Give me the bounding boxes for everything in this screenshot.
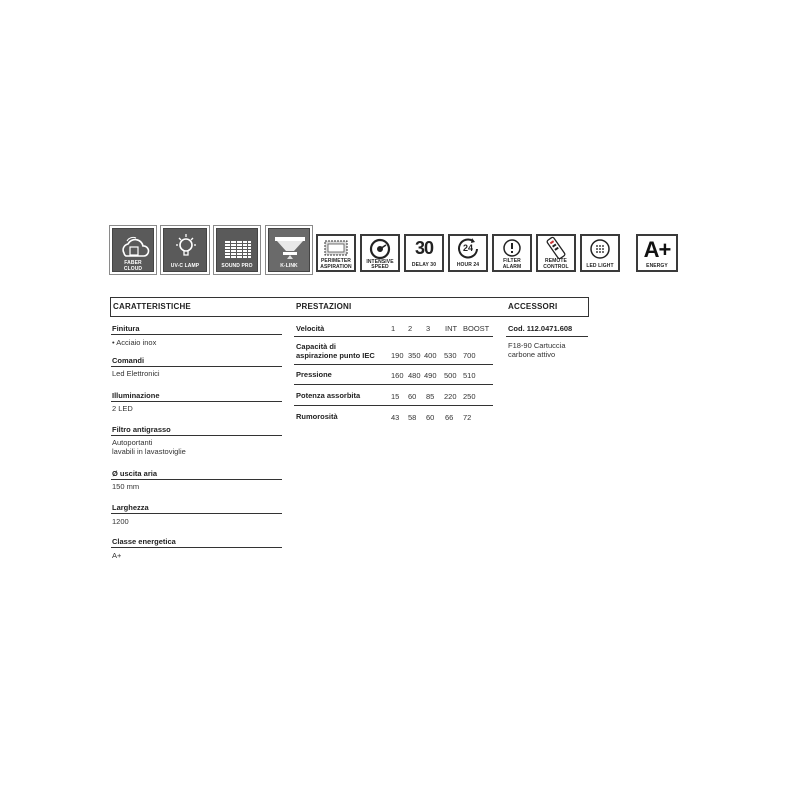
perimeter-aspiration-icon [316,234,356,272]
intensive-speed-label2: SPEED [371,264,389,270]
finitura-value: • Acciaio inox [112,338,157,347]
hour-24-glyph: 24 [462,243,473,253]
energy-glyph: A+ [643,237,671,262]
remote-control-label1: REMOTE [545,258,567,264]
pressione-v3: 490 [424,371,437,380]
led-light-icon [580,234,620,272]
divider [111,366,282,367]
larghezza-label: Larghezza [112,503,149,512]
divider [294,364,493,365]
accessori-code: Cod. 112.0471.608 [508,324,573,333]
pressione-v1: 160 [391,371,404,380]
accessori-desc2: carbone attivo [508,350,556,359]
divider [111,479,282,480]
divider [111,547,282,548]
delay-glyph: 30 [414,238,434,258]
divider [111,401,282,402]
rumorosita-v3: 60 [426,413,435,422]
speed-col-1: 1 [391,324,396,333]
potenza-v5: 250 [463,392,476,401]
capacita-label2: aspirazione punto IEC [296,351,375,360]
energy-label: ENERGY [646,263,668,269]
filtro-value: Autoportanti [112,438,153,447]
pressione-v4: 500 [444,371,457,380]
potenza-v2: 60 [408,392,417,401]
divider [294,336,493,337]
potenza-v3: 85 [426,392,435,401]
intensive-speed-icon [360,234,400,272]
k-link-icon [268,228,310,272]
divider [294,384,493,385]
potenza-label: Potenza assorbita [296,391,361,400]
intensive-speed-label1: INTENSIVE [366,259,394,265]
capacita-v5: 700 [463,351,476,360]
feature-icons-row [0,0,800,300]
filter-alarm-label1: FILTER [503,258,521,264]
speed-col-int: INT [445,324,458,333]
rumorosita-v4: 66 [445,413,454,422]
filtro-value2: lavabili in lavastoviglie [112,447,186,456]
remote-control-icon [536,234,576,272]
perimeter-aspiration-label1: PERIMETER [320,258,352,264]
rumorosita-v1: 43 [391,413,400,422]
header-accessori: ACCESSORI [508,302,558,311]
pressione-v2: 480 [408,371,421,380]
filtro-label: Filtro antigrasso [112,425,171,434]
illuminazione-label: Illuminazione [112,391,160,400]
hour-24-label: HOUR 24 [456,262,480,268]
capacita-v1: 190 [391,351,404,360]
pressione-v5: 510 [463,371,476,380]
classe-energetica-value: A+ [112,551,122,560]
led-light-label: LED LIGHT [586,263,614,269]
classe-energetica-label: Classe energetica [112,537,176,546]
uscita-aria-value: 150 mm [112,482,140,491]
speed-col-3: 3 [426,324,431,333]
delay-label: DELAY 30 [411,262,437,268]
speed-col-2: 2 [408,324,413,333]
sound-pro-icon [216,228,258,272]
accessori-desc1: F18-90 Cartuccia [508,341,566,350]
capacita-v2: 350 [408,351,421,360]
potenza-v4: 220 [444,392,457,401]
rumorosita-v2: 58 [408,413,417,422]
capacita-v3: 400 [424,351,437,360]
filter-alarm-icon [492,234,532,272]
energy-class-icon [636,234,678,272]
larghezza-value: 1200 [112,517,129,526]
header-prestazioni: PRESTAZIONI [296,302,352,311]
divider [506,336,588,337]
perimeter-aspiration-label2: ASPIRATION [320,264,352,270]
remote-control-label2: CONTROL [543,264,569,270]
uv-c-lamp-icon [163,228,207,272]
comandi-value: Led Elettronici [112,369,160,378]
faber-cloud-label1: FABER [124,260,142,266]
potenza-v1: 15 [391,392,400,401]
divider [294,405,493,406]
uv-c-lamp-label: UV-C LAMP [170,263,200,269]
filter-alarm-label2: ALARM [502,264,522,270]
capacita-v4: 530 [444,351,457,360]
header-caratteristiche: CARATTERISTICHE [113,302,191,311]
rumorosita-label: Rumorosità [296,412,338,421]
illuminazione-value: 2 LED [112,404,133,413]
comandi-label: Comandi [112,356,145,365]
divider [111,435,282,436]
speed-col-boost: BOOST [463,324,490,333]
rumorosita-v5: 72 [463,413,472,422]
k-link-label: K-LINK [280,263,298,269]
velocita-label: Velocità [296,324,325,333]
pressione-label: Pressione [296,370,332,379]
divider [111,513,282,514]
faber-cloud-icon [112,228,154,272]
sound-pro-label: SOUND PRO [221,263,253,269]
capacita-label: Capacità di [296,342,337,351]
delay-icon [404,234,444,272]
uscita-aria-label: Ø uscita aria [112,469,158,478]
finitura-label: Finitura [112,324,140,333]
divider [111,334,282,335]
hour-24-icon [448,234,488,272]
faber-cloud-label2: CLOUD [123,266,143,272]
